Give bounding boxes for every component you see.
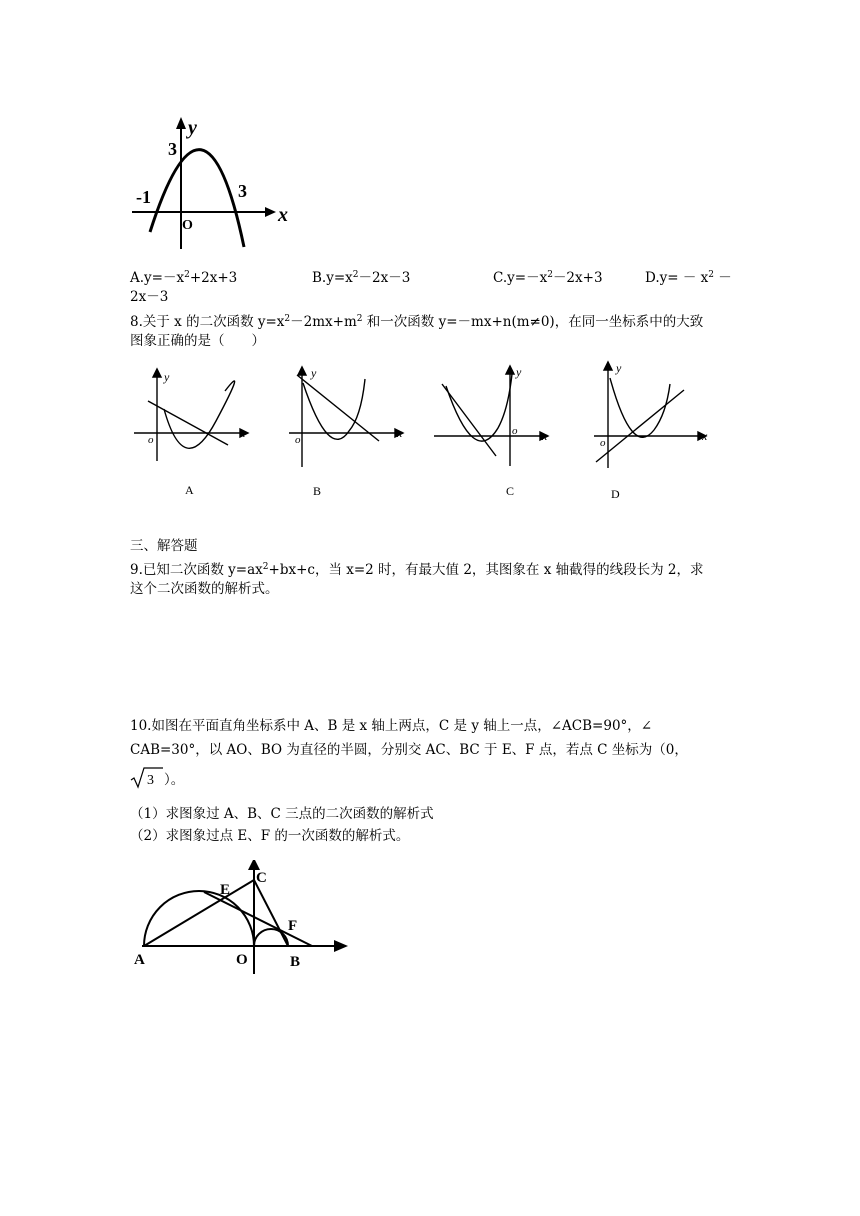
sqrt-expression (130, 766, 164, 790)
q8-graph-c (430, 358, 560, 498)
segment-cb (254, 880, 288, 946)
q10-line3-tail: ）。 (164, 772, 185, 788)
origin: o (295, 434, 301, 446)
q7-option-d: $D.y= - x^2$ － (645, 270, 732, 286)
q7-parabola-figure (128, 115, 298, 255)
q8-graph-a (130, 363, 260, 503)
graph-label-a: A (185, 483, 194, 497)
q7-option-c: $C.y=-x^2-2x+3$ (493, 270, 603, 286)
y-axis-arrow (176, 117, 186, 129)
q8-graph-b (285, 363, 415, 503)
section-title: 三、解答题 (130, 538, 198, 554)
label-c: C (256, 870, 267, 886)
q10-question-line1: 10.如图在平面直角坐标系中 A、B 是 x 轴上两点，C 是 y 轴上一点，∠ACB=90°，∠ (130, 718, 653, 734)
axis-x: x (240, 426, 246, 440)
x-axis-arrow (265, 207, 276, 217)
label-b: B (290, 954, 301, 970)
axis-y: y (616, 361, 622, 375)
q10-question-line3 (130, 766, 184, 790)
origin: o (600, 437, 606, 449)
q10-question-line2: CAB=30°，以 AO、BO 为直径的半圆，分别交 AC、BC 于 E、F 点，若点 C 坐标为（0， (130, 742, 688, 758)
graph-label-c: C (506, 484, 515, 498)
q9-question-line2: 这个二次函数的解析式。 (130, 581, 279, 597)
y-intercept-label: 3 (168, 139, 177, 159)
parabola-curve (150, 150, 244, 247)
label-a: A (134, 952, 145, 968)
axis-x: x (542, 429, 548, 443)
axis-x: x (702, 429, 708, 443)
q10-semicircle-figure (128, 860, 358, 980)
q7-option-b: $B.y=x^2-2x-3$ (312, 270, 411, 286)
q10-part2: （2）求图象过点 E、F 的一次函数的解析式。 (130, 828, 410, 844)
y-axis-label: y (188, 117, 197, 139)
graph-label-b: B (313, 484, 322, 498)
q9-question-line1: 9.已知二次函数 $y=ax^2+bx+c$，当 x=2 时，有最大值 2，其图象在 x 轴截得的线段长为 2，求 (130, 562, 704, 578)
q10-part1: （1）求图象过 A、B、C 三点的二次函数的解析式 (130, 806, 434, 822)
segment-ac (144, 880, 254, 946)
q8-graph-d (590, 358, 720, 503)
origin: o (148, 434, 154, 446)
label-f: F (288, 918, 298, 934)
q7-option-d-cont: 2x－3 (130, 289, 169, 305)
x-axis-label: x (278, 204, 288, 226)
q8-question-line1: 8.关于 x 的二次函数 $y=x^2-2mx+m^2$ 和一次函数 y=－mx+n(m≠0)，在同一坐标系中的大致 (130, 314, 704, 330)
origin-label: O (182, 218, 193, 233)
axis-y: y (164, 370, 170, 384)
axis-x: x (397, 426, 403, 440)
large-semicircle (144, 891, 254, 946)
right-root-label: 3 (238, 181, 247, 201)
q8-question-line2: 图象正确的是（ ） (130, 333, 265, 349)
label-o: O (236, 952, 248, 968)
left-root-label: -1 (136, 187, 151, 207)
origin: o (512, 425, 518, 437)
q7-option-a: $A.y=-x^2+2x+3$ (130, 270, 238, 286)
svg-text:3: 3 (147, 773, 154, 788)
graph-label-d: D (611, 487, 620, 501)
label-e: E (220, 882, 231, 898)
axis-y: y (311, 366, 317, 380)
axis-y: y (516, 365, 522, 379)
